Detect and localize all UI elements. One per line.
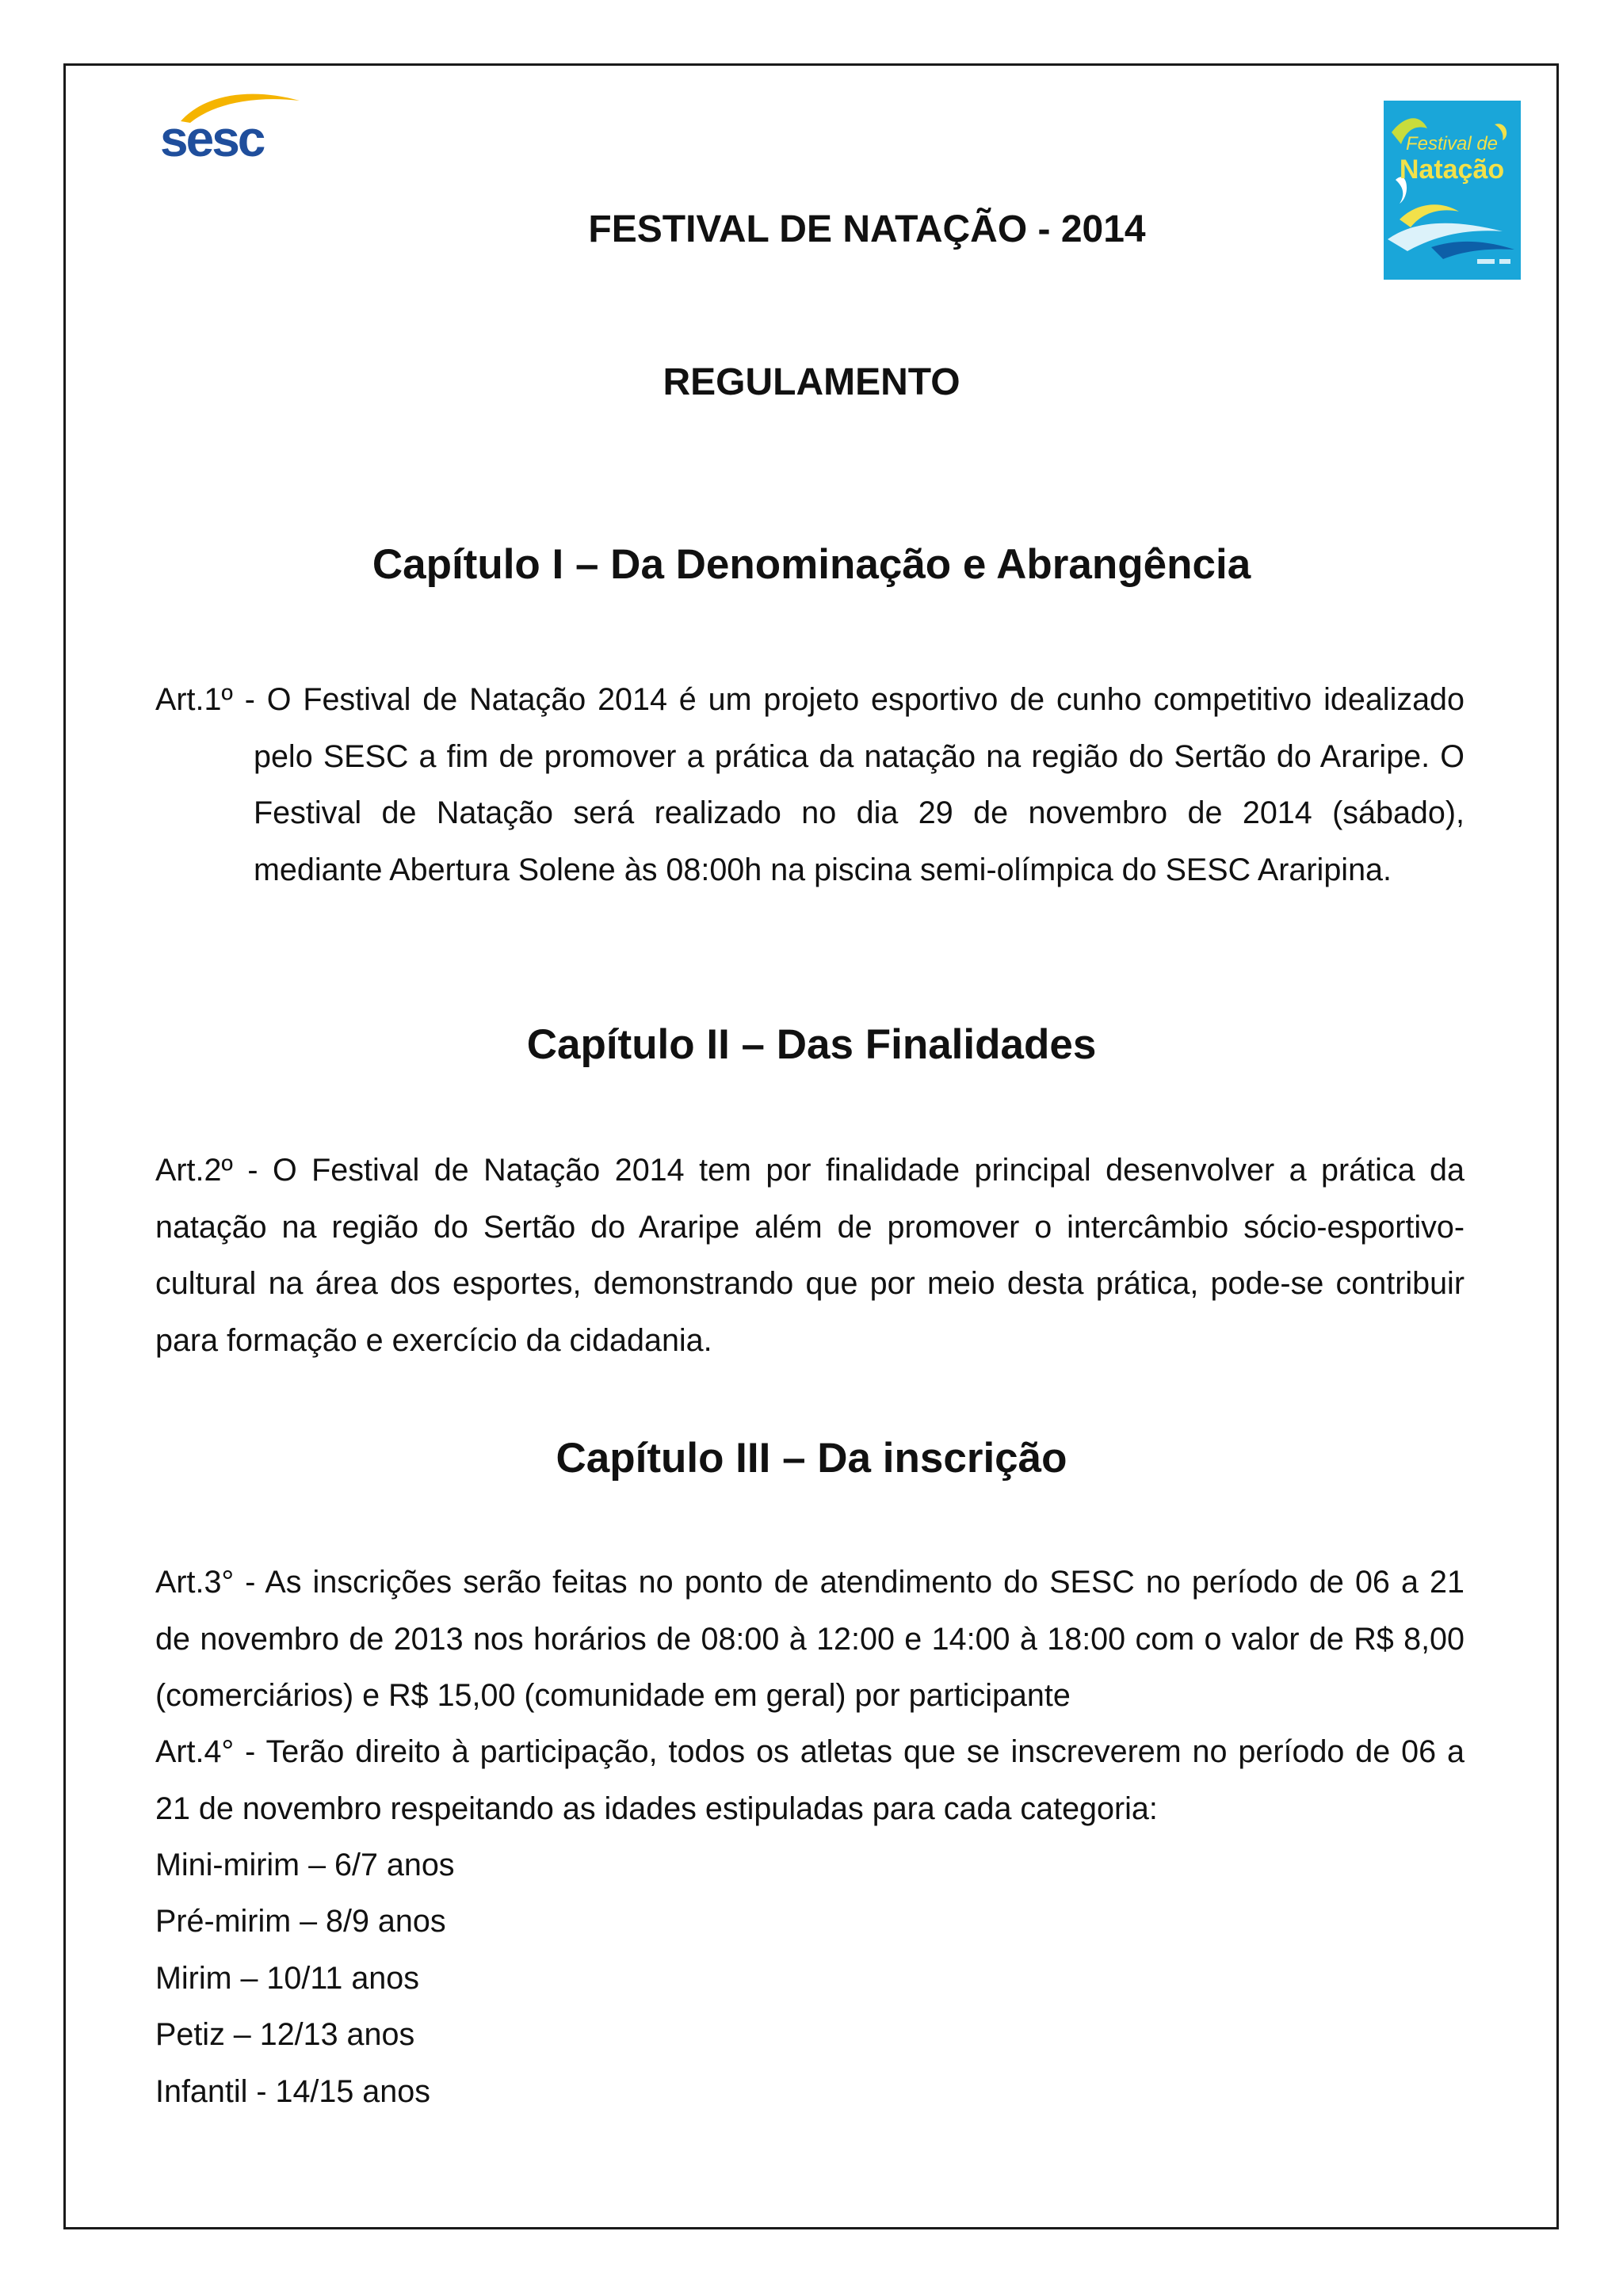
sesc-logo	[158, 83, 305, 162]
category-item: Pré-mirim – 8/9 anos	[155, 1904, 446, 1939]
svg-text:sesc: sesc	[160, 110, 264, 162]
chapter-1-heading: Capítulo I – Da Denominação e Abrangência	[372, 541, 1251, 588]
article-3: Art.3° - As inscrições serão feitas no ponto de atendimento do SESC no período de 06 a 21 de novembro de 2013 nos horários de 08:00 à 12:00 e 14:00 à 18:00 com o valor de R$ 8,00 (comerciários) e R$ 15,00 (comunidade em geral) por participante	[155, 1565, 1465, 1713]
category-item: Mirim – 10/11 anos	[155, 1961, 419, 1996]
svg-text:Natação: Natação	[1399, 154, 1505, 185]
category-item: Infantil - 14/15 anos	[155, 2074, 430, 2109]
chapter-2-heading: Capítulo II – Das Finalidades	[526, 1021, 1097, 1068]
chapter-3-heading: Capítulo III – Da inscrição	[556, 1435, 1067, 1482]
article-4: Art.4° - Terão direito à participação, todos os atletas que se inscreverem no período de 06 a 21 de novembro respeitando as idades estipuladas para cada categoria:	[155, 1734, 1465, 1826]
svg-text:Festival de: Festival de	[1405, 133, 1499, 154]
article-2: Art.2º - O Festival de Natação 2014 tem por finalidade principal desenvolver a prática da natação na região do Sertão do Araripe além de promover o intercâmbio sócio-esportivo-cultural na área dos esportes, demonstrando que por meio desta prática, pode-se contribuir para formação e exercício da cidadania.	[155, 1153, 1465, 1358]
document-title: FESTIVAL DE NATAÇÃO - 2014	[588, 208, 1146, 250]
article-1: Art.1º - O Festival de Natação 2014 é um projeto esportivo de cunho competitivo idealizado pelo SESC a fim de promover a prática da natação na região do Sertão do Araripe. O Festival de Natação será realizado no dia 29 de novembro de 2014 (sábado), mediante Abertura Solene às 08:00h na piscina semi-olímpica do SESC Araripina.	[155, 682, 1465, 887]
document-subtitle: REGULAMENTO	[663, 361, 960, 403]
category-item: Mini-mirim – 6/7 anos	[155, 1848, 455, 1882]
festival-natacao-logo	[1384, 101, 1521, 280]
category-item: Petiz – 12/13 anos	[155, 2017, 415, 2052]
